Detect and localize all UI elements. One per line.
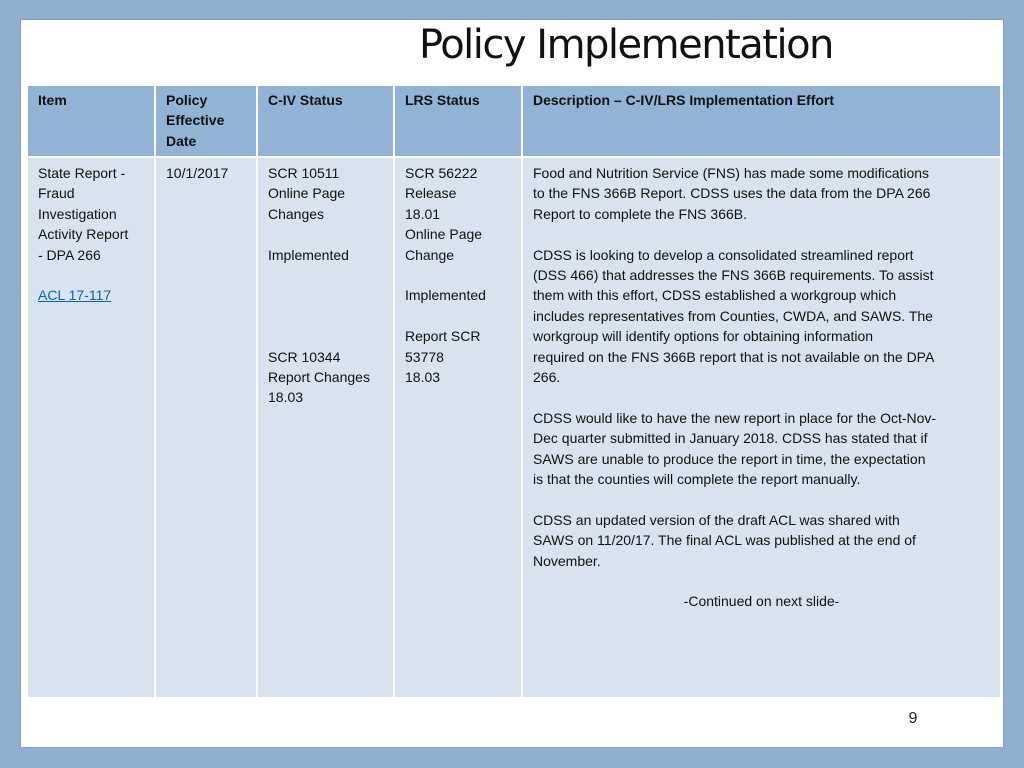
cell-item: [27, 157, 155, 698]
cell-civ-status: SCR 10511 Online Page Changes Implemented SCR 10344 Report Changes 18.03: [257, 157, 394, 698]
cell-description: [522, 157, 1001, 698]
civ-implemented: Implemented: [268, 246, 349, 263]
item-line: Activity Report: [38, 226, 129, 243]
header-policy-effective-date: Policy Effective Date: [155, 85, 257, 157]
cell-effective-date: 10/1/2017: [155, 157, 257, 698]
slide: [20, 19, 1004, 748]
description-paragraph-4: CDSS an updated version of the draft ACL was shared with SAWS on 11/20/17. The final ACL was published at the end of November.: [533, 511, 916, 569]
acl-17-117-link[interactable]: ACL 17-117: [38, 287, 112, 304]
policy-table: [26, 84, 1002, 699]
item-line: - DPA 266: [38, 246, 101, 263]
description-paragraph-1: Food and Nutrition Service (FNS) has made some modifications to the FNS 366B Report. CDSS uses the data from the DPA 266 Report to complete the FNS 366B.: [533, 165, 931, 222]
page-number: 9: [908, 710, 918, 727]
header-civ-status: C-IV Status: [257, 85, 394, 157]
header-item: Item: [27, 85, 155, 157]
description-paragraph-3: CDSS would like to have the new report in place for the Oct-Nov- Dec quarter submitted in January 2018. CDSS has stated that if SAWS are unable to produce the report in time, the expectation is that the counties will complete the report manually.: [533, 409, 937, 488]
header-description: Description – C-IV/LRS Implementation Effort: [522, 85, 1001, 157]
description-paragraph-2: CDSS is looking to develop a consolidated streamlined report (DSS 466) that addresses the FNS 366B requirements. To assist them with this effort, CDSS established a workgroup which includes representatives from Counties, CWDA, and SAWS. The workgroup will identify options for obtaining information required on the FNS 366B report that is not available on the DPA 266.: [533, 246, 935, 386]
table-row: [27, 157, 1001, 698]
item-line: Fraud: [38, 185, 75, 202]
item-line: State Report -: [38, 165, 126, 181]
lrs-implemented: Implemented: [405, 287, 486, 304]
continued-note: -Continued on next slide-: [683, 593, 840, 610]
header-lrs-status: LRS Status: [394, 85, 522, 157]
item-line: Investigation: [38, 205, 117, 222]
header-row: [27, 85, 1001, 157]
cell-lrs-status: SCR 56222 Release 18.01 Online Page Change Implemented Report SCR 53778 18.03: [394, 157, 522, 698]
page-title: Policy Implementation: [419, 22, 833, 68]
